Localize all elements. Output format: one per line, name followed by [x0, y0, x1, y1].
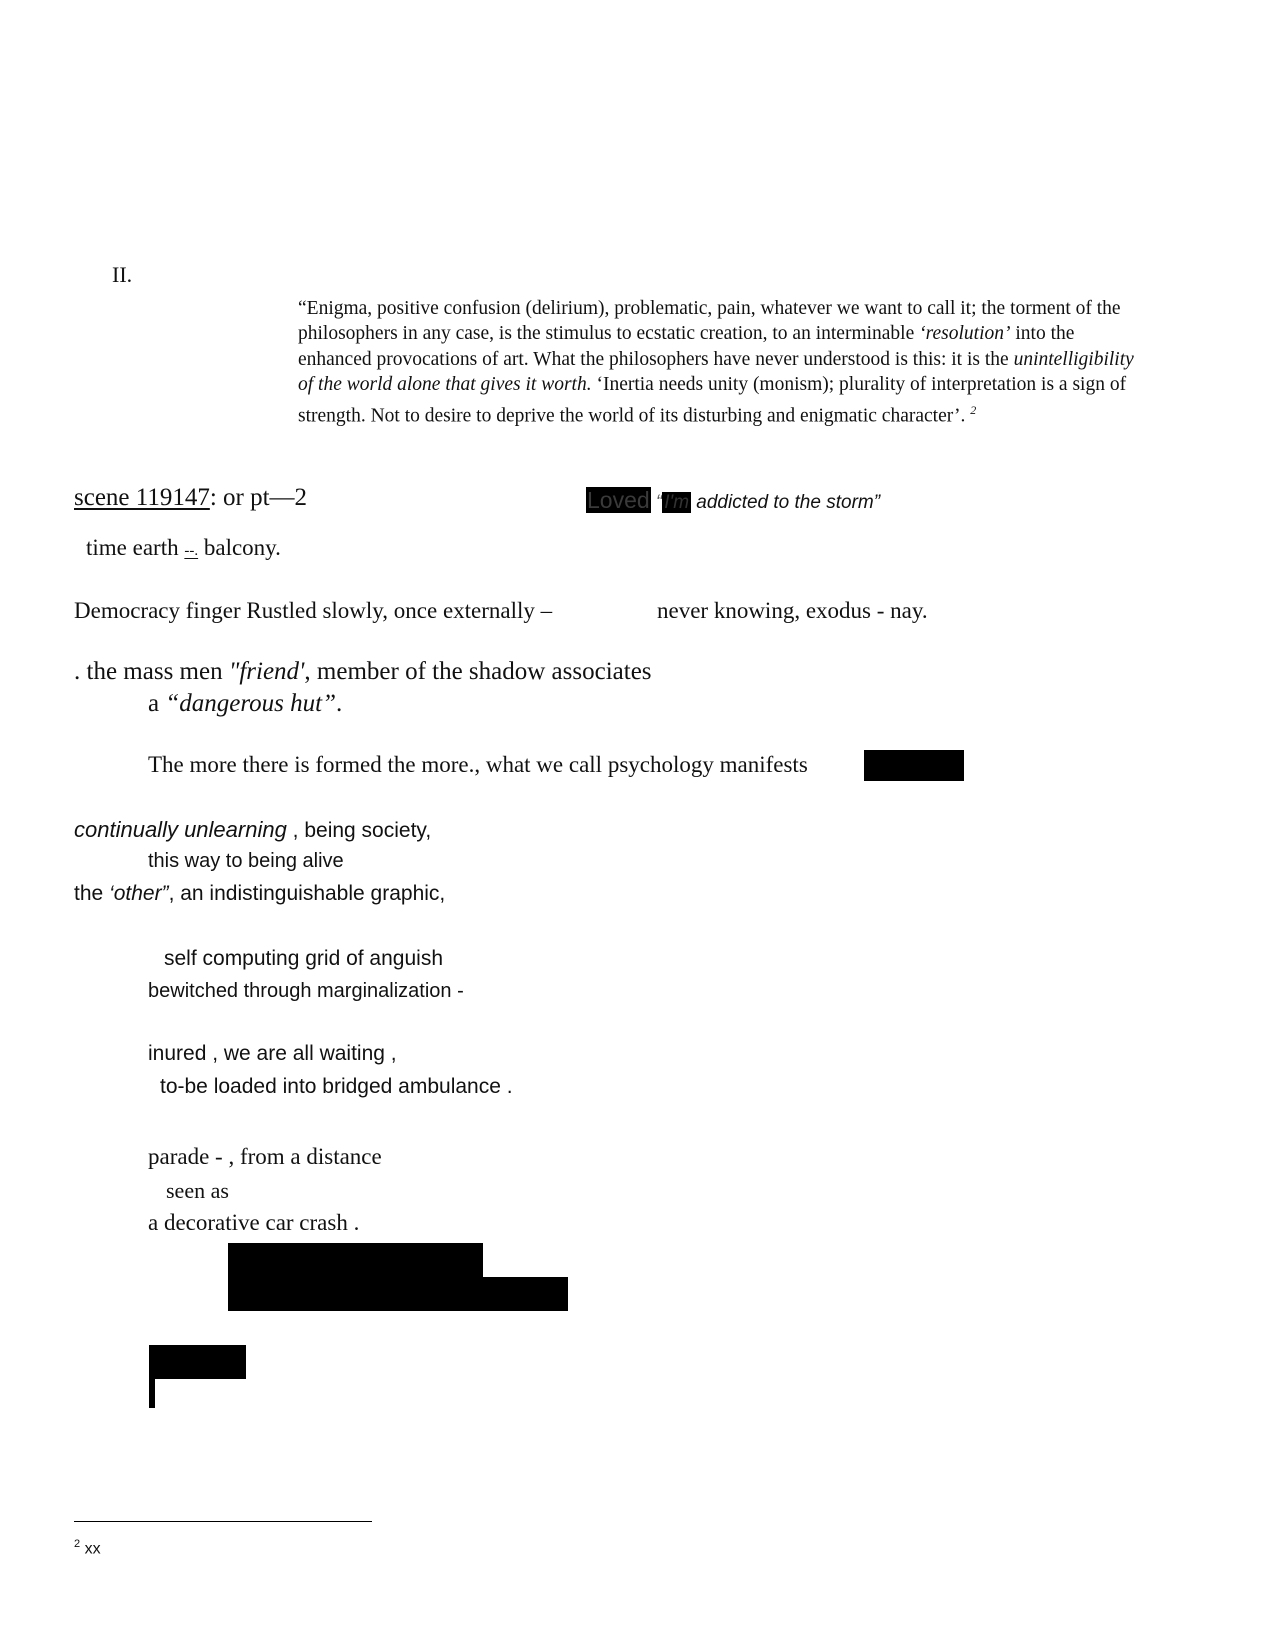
line-bewitched: bewitched through marginalization -: [148, 980, 464, 1002]
open-quote: “: [655, 492, 663, 513]
section-numeral: II.: [112, 262, 133, 287]
footnote-ref: 2: [970, 402, 977, 417]
scene-heading: [74, 484, 307, 512]
line-balcony: time earth --. balcony.: [86, 535, 281, 560]
storm-text: addicted to the storm”: [691, 492, 881, 513]
line-other: the ‘other”, an indistinguishable graphic,: [74, 882, 446, 905]
redaction-block-1a: [228, 1243, 483, 1277]
line-psychology: The more there is formed the more., what we call psychology manifests: [148, 752, 808, 777]
footnote: [74, 1538, 101, 1558]
storm-line: [586, 487, 880, 514]
scene-label: scene 119147: [74, 484, 210, 511]
line-being-alive: this way to being alive: [148, 850, 344, 872]
line-seen-as: seen as: [166, 1178, 229, 1203]
line-ambulance: to-be loaded into bridged ambulance .: [160, 1075, 513, 1098]
footnote-separator: [74, 1521, 372, 1522]
epigraph-line-4: of the world alone that gives it worth. ‘Inertia needs unity (monism); plurality of interpretation is a sign of: [298, 374, 1127, 396]
line-mass-men: . the mass men "friend', member of the shadow associates: [74, 658, 652, 685]
redacted-word-im: I'm: [664, 492, 690, 513]
redacted-word-loved: Loved: [587, 487, 650, 513]
redaction-psychology: [864, 750, 964, 781]
redaction-bar-2: [149, 1379, 155, 1408]
line-parade: parade - , from a distance: [148, 1144, 382, 1169]
epigraph-line-1: “Enigma, positive confusion (delirium), problematic, pain, whatever we want to call it; the torment of the: [298, 298, 1121, 319]
redaction-block-2: [149, 1345, 246, 1379]
epigraph-line-2: philosophers in any case, is the stimulus to ecstatic creation, to an interminable ‘resolution’ into the: [298, 323, 1075, 345]
balcony-mark: --.: [184, 543, 199, 559]
epigraph-line-3: enhanced provocations of art. What the philosophers have never understood is this: it is the unintelligibility: [298, 348, 1134, 370]
line-grid-anguish: self computing grid of anguish: [164, 947, 443, 970]
line-inured: inured , we are all waiting ,: [148, 1042, 397, 1065]
line-democracy: Democracy finger Rustled slowly, once externally –: [74, 598, 553, 623]
line-dangerous-hut: a “dangerous hut”.: [148, 690, 343, 717]
redaction-block-1b: [228, 1277, 568, 1311]
scene-suffix: : or pt—2: [209, 484, 308, 511]
line-unlearning: continually unlearning , being society,: [74, 817, 432, 842]
line-car-crash: a decorative car crash .: [148, 1210, 360, 1235]
epigraph-quote: [298, 296, 1198, 429]
line-exodus: never knowing, exodus - nay.: [657, 598, 928, 623]
epigraph-line-5: strength. Not to desire to deprive the world of its disturbing and enigmatic character’. $^2$: [298, 402, 977, 427]
footnote-number: 2: [74, 1538, 81, 1550]
footnote-text: xx: [84, 1540, 101, 1558]
